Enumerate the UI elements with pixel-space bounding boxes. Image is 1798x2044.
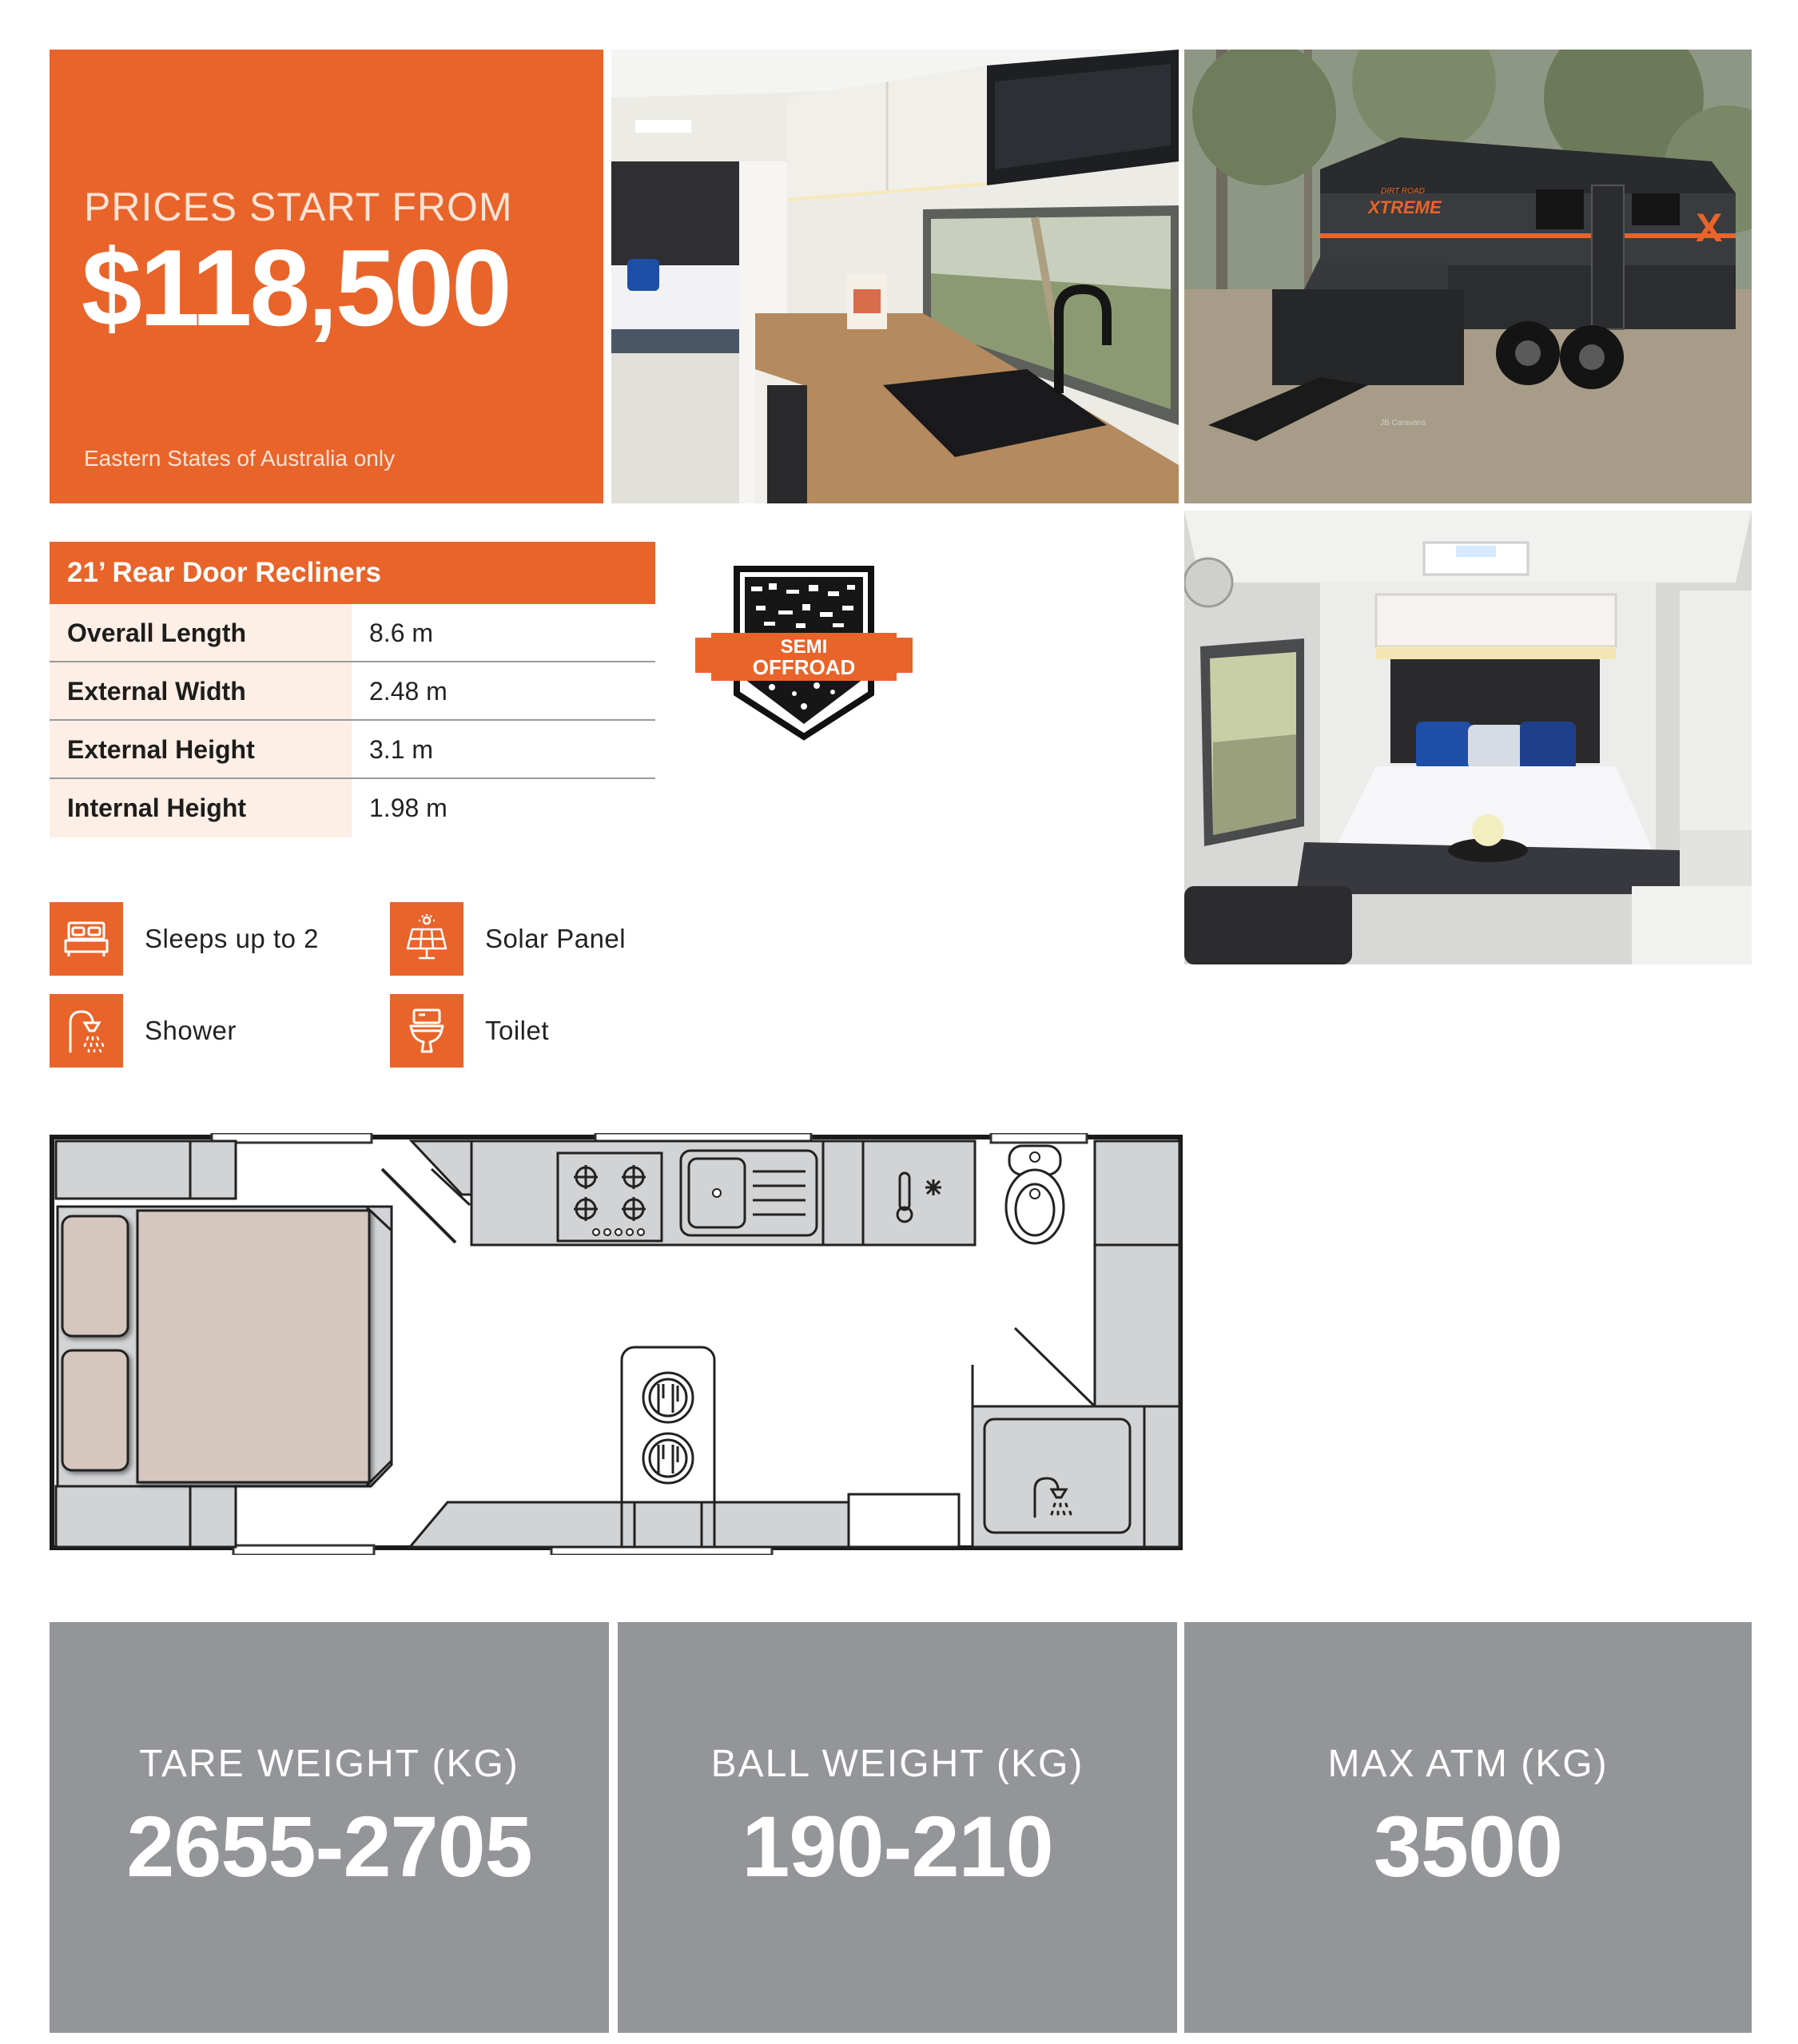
svg-text:X: X	[1696, 205, 1723, 250]
kitchen-photo	[611, 50, 1179, 503]
feature-sleeps	[50, 902, 319, 976]
price-kicker: PRICES START FROM	[84, 185, 513, 229]
spec-table-title: 21’ Rear Door Recliners	[50, 542, 655, 604]
ball-weight-value: 190-210	[742, 1798, 1053, 1895]
feature-shower-label: Shower	[145, 1016, 237, 1045]
spec-row-external-height	[50, 721, 655, 779]
caravan-exterior-photo	[1184, 50, 1752, 503]
caravan-decal-brand: XTREME	[1368, 197, 1442, 217]
spec-value: 8.6 m	[369, 618, 434, 647]
tare-weight-panel	[50, 1622, 609, 2033]
spec-value: 3.1 m	[369, 735, 434, 764]
price-value: $118,500	[82, 227, 510, 348]
price-note: Eastern States of Australia only	[84, 446, 396, 471]
feature-toilet	[390, 994, 549, 1068]
tare-weight-value: 2655-2705	[126, 1798, 532, 1895]
floor-plan	[48, 1133, 1186, 1555]
badge-line-1: SEMI	[780, 636, 828, 658]
semi-offroad-badge	[692, 566, 916, 745]
tare-weight-label: TARE WEIGHT (KG)	[139, 1743, 519, 1785]
feature-sleeps-label: Sleeps up to 2	[145, 924, 319, 953]
spec-label: Internal Height	[50, 779, 352, 837]
spec-label: External Height	[50, 721, 352, 777]
spec-table	[50, 542, 655, 837]
price-panel	[50, 50, 603, 503]
spec-value: 1.98 m	[369, 793, 448, 822]
feature-shower	[50, 994, 237, 1068]
max-atm-value: 3500	[1373, 1798, 1563, 1895]
shower-icon	[50, 994, 123, 1068]
toilet-icon	[390, 994, 463, 1068]
max-atm-label: MAX ATM (KG)	[1327, 1743, 1609, 1785]
feature-solar	[390, 902, 626, 976]
solar-panel-icon	[390, 902, 463, 976]
caravan-decal-maker: JB Caravans	[1380, 419, 1426, 427]
bedroom-photo	[1184, 511, 1752, 964]
ball-weight-label: BALL WEIGHT (KG)	[710, 1743, 1084, 1785]
feature-solar-label: Solar Panel	[485, 924, 627, 953]
caravan-decal-sub: DIRT ROAD	[1381, 187, 1425, 196]
max-atm-panel	[1184, 1622, 1752, 2033]
bed-icon	[50, 902, 123, 976]
spec-label: Overall Length	[50, 604, 352, 661]
spec-label: External Width	[50, 662, 352, 719]
spec-value: 2.48 m	[369, 677, 448, 706]
feature-toilet-label: Toilet	[485, 1016, 550, 1045]
spec-row-external-width	[50, 662, 655, 721]
spec-row-overall-length	[50, 604, 655, 662]
spec-row-internal-height	[50, 779, 655, 837]
badge-line-2: OFFROAD	[752, 655, 856, 679]
ball-weight-panel	[618, 1622, 1177, 2033]
